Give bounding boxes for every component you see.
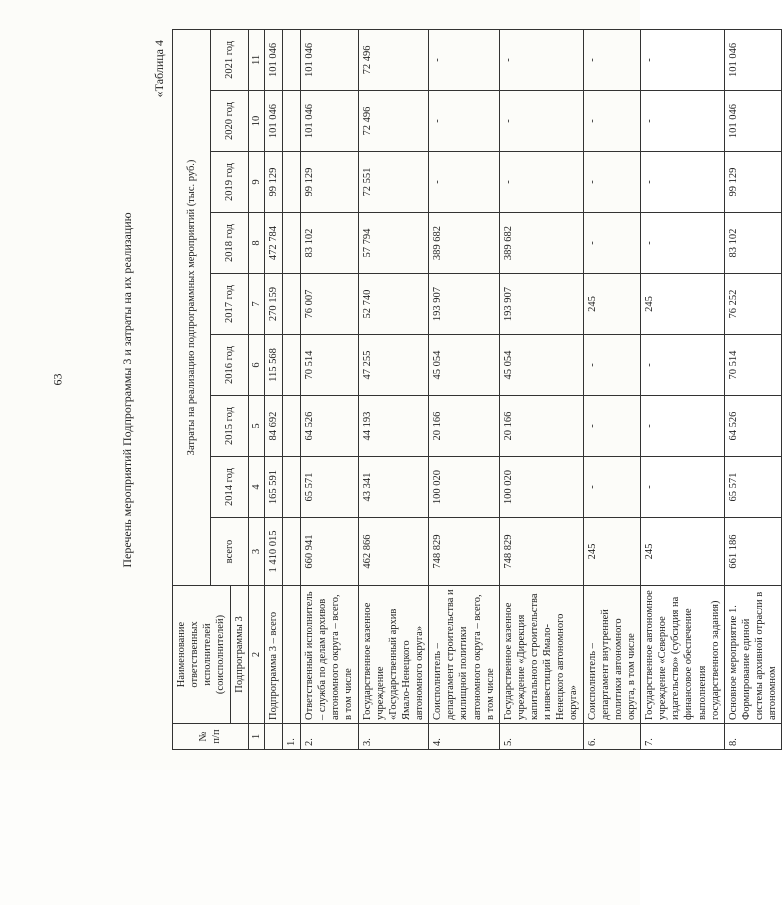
- row-year-value: -: [641, 457, 725, 518]
- row-year-value: [282, 457, 300, 518]
- row-year-value: 70 514: [301, 335, 359, 396]
- row-year-value: -: [641, 335, 725, 396]
- row-name: Соисполнитель – департамент внутренней политики автономного округа, в том числе: [583, 586, 641, 724]
- header-name-line1: Наименование ответственных исполнителей (соисполнителей): [176, 614, 227, 695]
- row-year-value: -: [583, 457, 641, 518]
- header-num: № п/п: [173, 724, 249, 750]
- row-name: Государственное казенное учреждение «Дирекция капитального строительства и инвестиций Ямало-Ненецкого автономного округа»: [499, 586, 583, 724]
- header-costs-group: Затраты на реализацию подпрограммных мероприятий (тыс. руб.): [173, 29, 211, 585]
- row-year-value: 100 020: [429, 457, 500, 518]
- row-year-value: [282, 396, 300, 457]
- row-year-value: [282, 91, 300, 152]
- row-year-value: 45 054: [429, 335, 500, 396]
- row-name: Подпрограмма 3 – всего: [264, 586, 282, 724]
- row-year-value: 165 591: [264, 457, 282, 518]
- row-year-value: -: [429, 91, 500, 152]
- table-row: [583, 29, 641, 749]
- row-year-value: 43 341: [358, 457, 429, 518]
- header-row-1: [173, 29, 211, 749]
- column-number: 7: [248, 274, 264, 335]
- row-year-value: 100 020: [499, 457, 583, 518]
- row-total: [282, 518, 300, 586]
- row-total: 245: [641, 518, 725, 586]
- row-year-value: -: [641, 152, 725, 213]
- column-number: 6: [248, 335, 264, 396]
- row-year-value: 76 252: [724, 274, 782, 335]
- row-year-value: [282, 335, 300, 396]
- row-year-value: -: [583, 152, 641, 213]
- row-year-value: [282, 274, 300, 335]
- row-number: 8.: [724, 724, 782, 750]
- row-year-value: 101 046: [724, 91, 782, 152]
- table-row: [301, 29, 359, 749]
- row-year-value: 101 046: [264, 29, 282, 90]
- row-year-value: 52 740: [358, 274, 429, 335]
- row-year-value: 193 907: [499, 274, 583, 335]
- table-row: [724, 29, 782, 749]
- measures-table: [172, 29, 782, 750]
- column-number: 5: [248, 396, 264, 457]
- row-year-value: 84 692: [264, 396, 282, 457]
- row-year-value: 193 907: [429, 274, 500, 335]
- row-year-value: 389 682: [429, 213, 500, 274]
- row-number: 2.: [301, 724, 359, 750]
- rotated-content: [120, 30, 779, 750]
- header-name-line2: Подпрограммы 3: [230, 586, 246, 723]
- column-number: 9: [248, 152, 264, 213]
- row-number: 6.: [583, 724, 641, 750]
- row-number: 1.: [282, 724, 300, 750]
- table-row: [282, 29, 300, 749]
- column-number: 1: [248, 724, 264, 750]
- row-year-value: 57 794: [358, 213, 429, 274]
- page-number: 63: [50, 373, 65, 386]
- row-year-value: 99 129: [724, 152, 782, 213]
- header-total: всего: [210, 518, 248, 586]
- row-name: Основное мероприятие 1. Формирование единой системы архивной отрасли в автономном: [724, 586, 782, 724]
- row-total: 462 866: [358, 518, 429, 586]
- row-year-value: 389 682: [499, 213, 583, 274]
- header-name: [173, 586, 249, 724]
- header-year: 2020 год: [210, 91, 248, 152]
- row-year-value: 83 102: [301, 213, 359, 274]
- column-numbers-row: [248, 29, 264, 749]
- column-number: 4: [248, 457, 264, 518]
- table-row: [499, 29, 583, 749]
- row-year-value: 65 571: [724, 457, 782, 518]
- row-total: 661 186: [724, 518, 782, 586]
- row-year-value: 72 551: [358, 152, 429, 213]
- row-name: [282, 586, 300, 724]
- row-number: 4.: [429, 724, 500, 750]
- row-year-value: 70 514: [724, 335, 782, 396]
- row-year-value: -: [583, 396, 641, 457]
- row-year-value: 44 193: [358, 396, 429, 457]
- row-year-value: -: [583, 213, 641, 274]
- row-year-value: -: [499, 91, 583, 152]
- row-year-value: 64 526: [724, 396, 782, 457]
- row-year-value: 101 046: [301, 29, 359, 90]
- row-total: 660 941: [301, 518, 359, 586]
- row-year-value: 72 496: [358, 29, 429, 90]
- row-total: 245: [583, 518, 641, 586]
- column-number: 3: [248, 518, 264, 586]
- row-total: 748 829: [499, 518, 583, 586]
- table-body: [264, 29, 782, 749]
- row-year-value: -: [499, 152, 583, 213]
- row-year-value: -: [641, 29, 725, 90]
- column-number: 10: [248, 91, 264, 152]
- row-year-value: 99 129: [264, 152, 282, 213]
- row-total: 1 410 015: [264, 518, 282, 586]
- row-year-value: -: [583, 335, 641, 396]
- row-year-value: 99 129: [301, 152, 359, 213]
- row-name: Соисполнитель – департамент строительства и жилищной политики автономного округа – всего, в том числе: [429, 586, 500, 724]
- table-row: [358, 29, 429, 749]
- column-number: 8: [248, 213, 264, 274]
- row-year-value: 47 255: [358, 335, 429, 396]
- row-year-value: -: [641, 396, 725, 457]
- table-label: «Таблица 4: [152, 40, 166, 98]
- header-year: 2016 год: [210, 335, 248, 396]
- row-year-value: -: [641, 213, 725, 274]
- row-year-value: 83 102: [724, 213, 782, 274]
- header-year: 2019 год: [210, 152, 248, 213]
- column-number: 11: [248, 29, 264, 90]
- row-year-value: 245: [641, 274, 725, 335]
- row-year-value: -: [429, 152, 500, 213]
- row-year-value: -: [429, 29, 500, 90]
- header-year: 2017 год: [210, 274, 248, 335]
- header-year: 2014 год: [210, 457, 248, 518]
- column-number: 2: [248, 586, 264, 724]
- document-title: Перечень мероприятий Подпрограммы 3 и затраты на их реализацию: [120, 212, 134, 568]
- header-year: 2018 год: [210, 213, 248, 274]
- row-name: Государственное автономное учреждение «Северное издательство» (субсидия на финансовое обеспечение выполнения государственного задания): [641, 586, 725, 724]
- header-year: 2015 год: [210, 396, 248, 457]
- row-total: 748 829: [429, 518, 500, 586]
- header-year: 2021 год: [210, 29, 248, 90]
- row-year-value: [282, 213, 300, 274]
- row-year-value: 245: [583, 274, 641, 335]
- row-name: Государственное казенное учреждение «Государственный архив Ямало-Ненецкого автономного округа»: [358, 586, 429, 724]
- row-number: 5.: [499, 724, 583, 750]
- row-year-value: -: [583, 91, 641, 152]
- row-year-value: 270 159: [264, 274, 282, 335]
- row-year-value: 115 568: [264, 335, 282, 396]
- row-year-value: 101 046: [724, 29, 782, 90]
- row-year-value: -: [641, 91, 725, 152]
- page-margin: [0, 770, 640, 905]
- row-year-value: 20 166: [429, 396, 500, 457]
- row-number: 3.: [358, 724, 429, 750]
- row-year-value: 45 054: [499, 335, 583, 396]
- row-number: [264, 724, 282, 750]
- row-year-value: 101 046: [264, 91, 282, 152]
- table-row: [641, 29, 725, 749]
- row-year-value: -: [499, 29, 583, 90]
- row-year-value: 65 571: [301, 457, 359, 518]
- row-year-value: 76 007: [301, 274, 359, 335]
- row-year-value: 472 784: [264, 213, 282, 274]
- table-row: [264, 29, 282, 749]
- row-year-value: 72 496: [358, 91, 429, 152]
- row-year-value: 64 526: [301, 396, 359, 457]
- table-row: [429, 29, 500, 749]
- row-year-value: 101 046: [301, 91, 359, 152]
- row-year-value: 20 166: [499, 396, 583, 457]
- row-name: Ответственный исполнитель – служба по делам архивов автономного округа – всего, в том числе: [301, 586, 359, 724]
- row-number: 7.: [641, 724, 725, 750]
- row-year-value: [282, 152, 300, 213]
- row-year-value: [282, 29, 300, 90]
- row-year-value: -: [583, 29, 641, 90]
